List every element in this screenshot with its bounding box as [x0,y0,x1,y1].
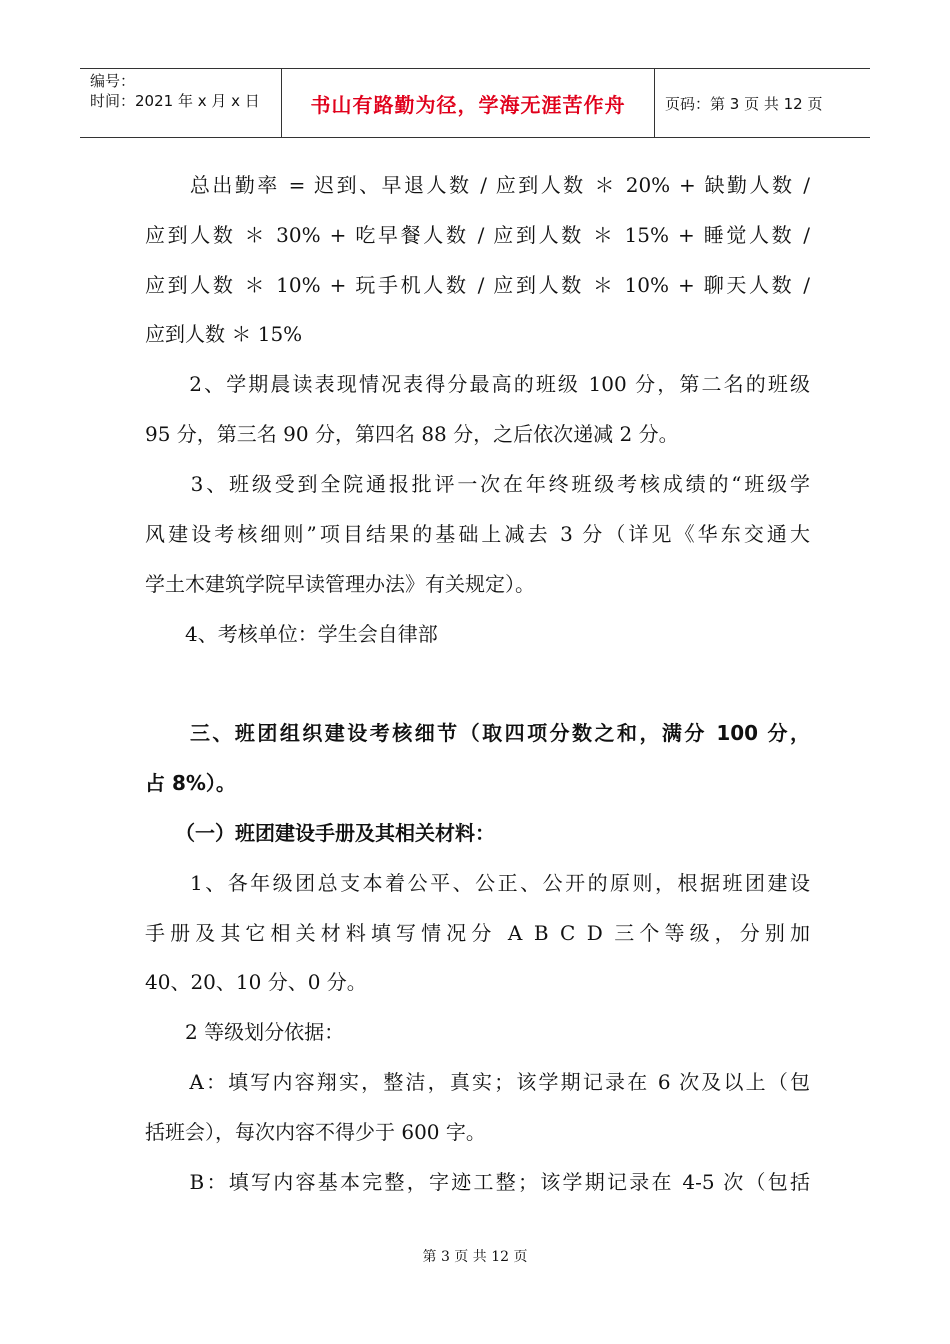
body-line: 手册及其它相关材料填写情况分 A B C D 三个等级，分别加 [145,921,810,945]
header-meta [80,69,282,137]
section-heading: 三、班团组织建设考核细节（取四项分数之和，满分 100 分， [145,721,810,745]
body-line: B：填写内容基本完整，字迹工整；该学期记录在 4-5 次（包括 [145,1170,810,1194]
body-line: 应到人数 ＊ 10% + 玩手机人数 / 应到人数 ＊ 10% + 聊天人数 / [145,273,810,297]
document-date: 时间：2021 年 x 月 x 日 [90,92,260,110]
body-line: 3、班级受到全院通报批评一次在年终班级考核成绩的“班级学 [145,472,810,496]
body-line: A：填写内容翔实，整洁，真实；该学期记录在 6 次及以上（包 [145,1070,810,1094]
body-line: 括班会），每次内容不得少于 600 字。 [145,1120,486,1144]
body-line: 40、20、10 分、0 分。 [145,970,367,994]
body-line: 应到人数 ＊ 30% + 吃早餐人数 / 应到人数 ＊ 15% + 睡觉人数 / [145,223,810,247]
body-line: 总出勤率 = 迟到、早退人数 / 应到人数 ＊ 20% + 缺勤人数 / [145,173,810,197]
page-footer: 第 3 页 共 12 页 [422,1249,528,1265]
body-line: 2、学期晨读表现情况表得分最高的班级 100 分，第二名的班级 [145,372,810,396]
document-number-label: 编号： [90,72,136,90]
body-line: 2 等级划分依据： [145,1020,345,1044]
body-line: 风建设考核细则”项目结果的基础上减去 3 分（详见《华东交通大 [145,522,810,546]
header-page-info: 页码：第 3 页 共 12 页 [665,94,823,113]
section-heading-cont: 占 8%）。 [145,771,236,795]
subsection-heading: （一）班团建设手册及其相关材料： [145,821,495,845]
body-line: 95 分，第三名 90 分，第四名 88 分，之后依次递减 2 分。 [145,422,679,446]
body-line: 应到人数 ＊ 15% [145,322,303,346]
header-motto: 书山有路勤为径，学海无涯苦作舟 [282,69,655,137]
body-line: 学土木建筑学院早读管理办法》有关规定）。 [145,572,535,596]
body-line: 4、考核单位：学生会自律部 [145,622,438,646]
body-line: 1、各年级团总支本着公平、公正、公开的原则，根据班团建设 [145,871,810,895]
page-header [80,68,870,138]
